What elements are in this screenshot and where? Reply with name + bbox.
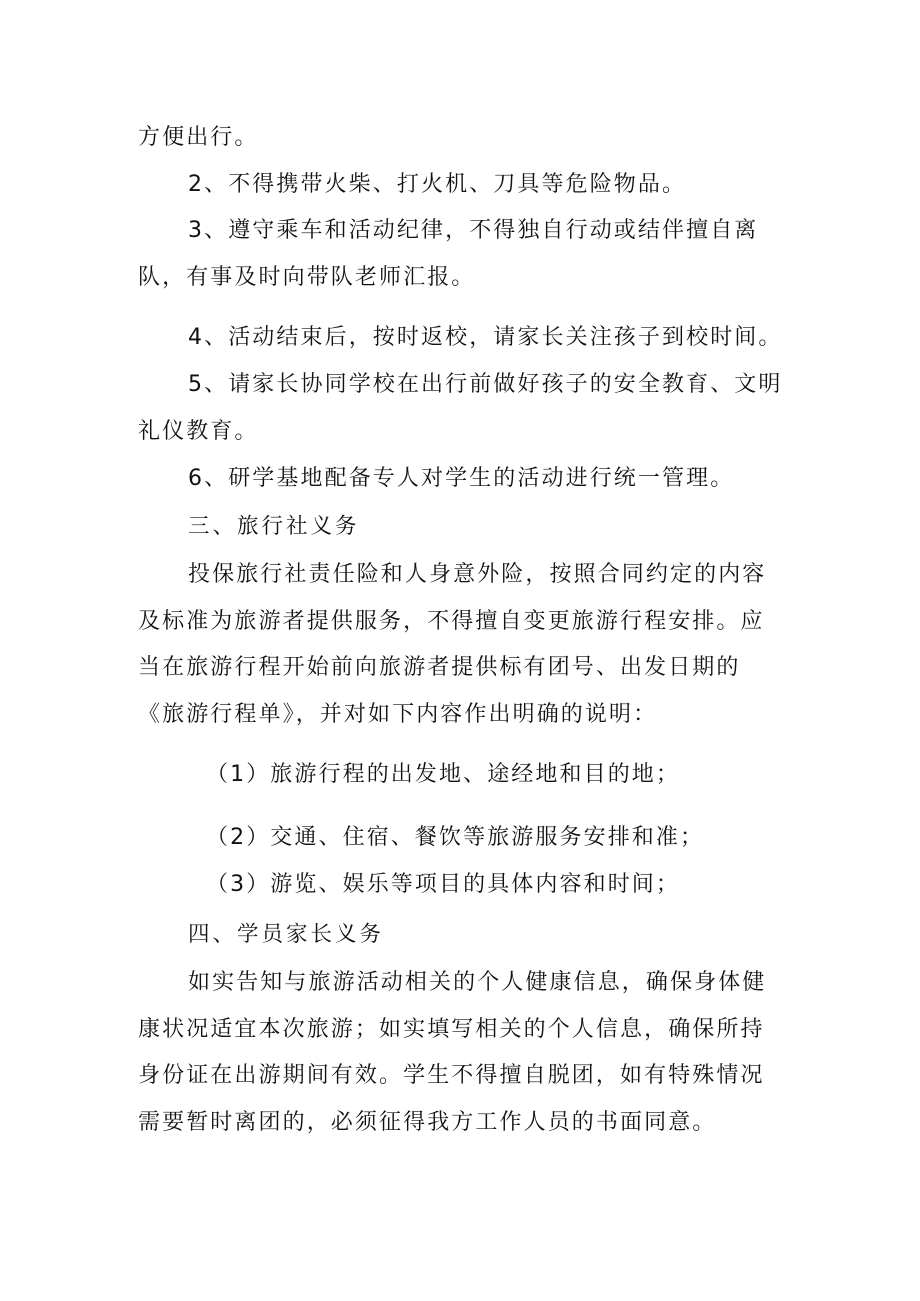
paragraph-continuation: 方便出行。	[138, 125, 259, 150]
section-body-parent-obligations: 如实告知与旅游活动相关的个人健康信息，确保身体健康状况适宜本次旅游；如实填写相关的个人信息，确保所持身份证在出游期间有效。学生不得擅自脱团，如有特殊情况需要暂时离团的，必须征得我方工作人员的书面同意。	[138, 970, 767, 1135]
rule-item-6: 6、研学基地配备专人对学生的活动进行统一管理。	[188, 466, 735, 491]
itinerary-sub-item-2: （2）交通、住宿、餐饮等旅游服务安排和准；	[206, 825, 705, 850]
section-title-agency-obligations: 三、旅行社义务	[188, 514, 360, 539]
section-title-parent-obligations: 四、学员家长义务	[188, 922, 385, 947]
section-body-agency-obligations: 投保旅行社责任险和人身意外险，按照合同约定的内容及标准为旅游者提供服务，不得擅自变更旅游行程安排。应当在旅游行程开始前向旅游者提供标有团号、出发日期的《旅游行程单》，并对如下内容作出明确的说明：	[138, 562, 767, 727]
rule-item-4: 4、活动结束后，按时返校，请家长关注孩子到校时间。	[188, 325, 783, 350]
rule-item-2: 2、不得携带火柴、打火机、刀具等危险物品。	[188, 172, 687, 197]
rule-item-3: 3、遵守乘车和活动纪律，不得独自行动或结伴擅自离队，有事及时向带队老师汇报。	[138, 218, 759, 290]
rule-item-5: 5、请家长协同学校在出行前做好孩子的安全教育、文明礼仪教育。	[138, 372, 783, 444]
itinerary-sub-item-1: （1）旅游行程的出发地、途经地和目的地；	[206, 762, 680, 787]
itinerary-sub-item-3: （3）游览、娱乐等项目的具体内容和时间；	[206, 872, 680, 897]
